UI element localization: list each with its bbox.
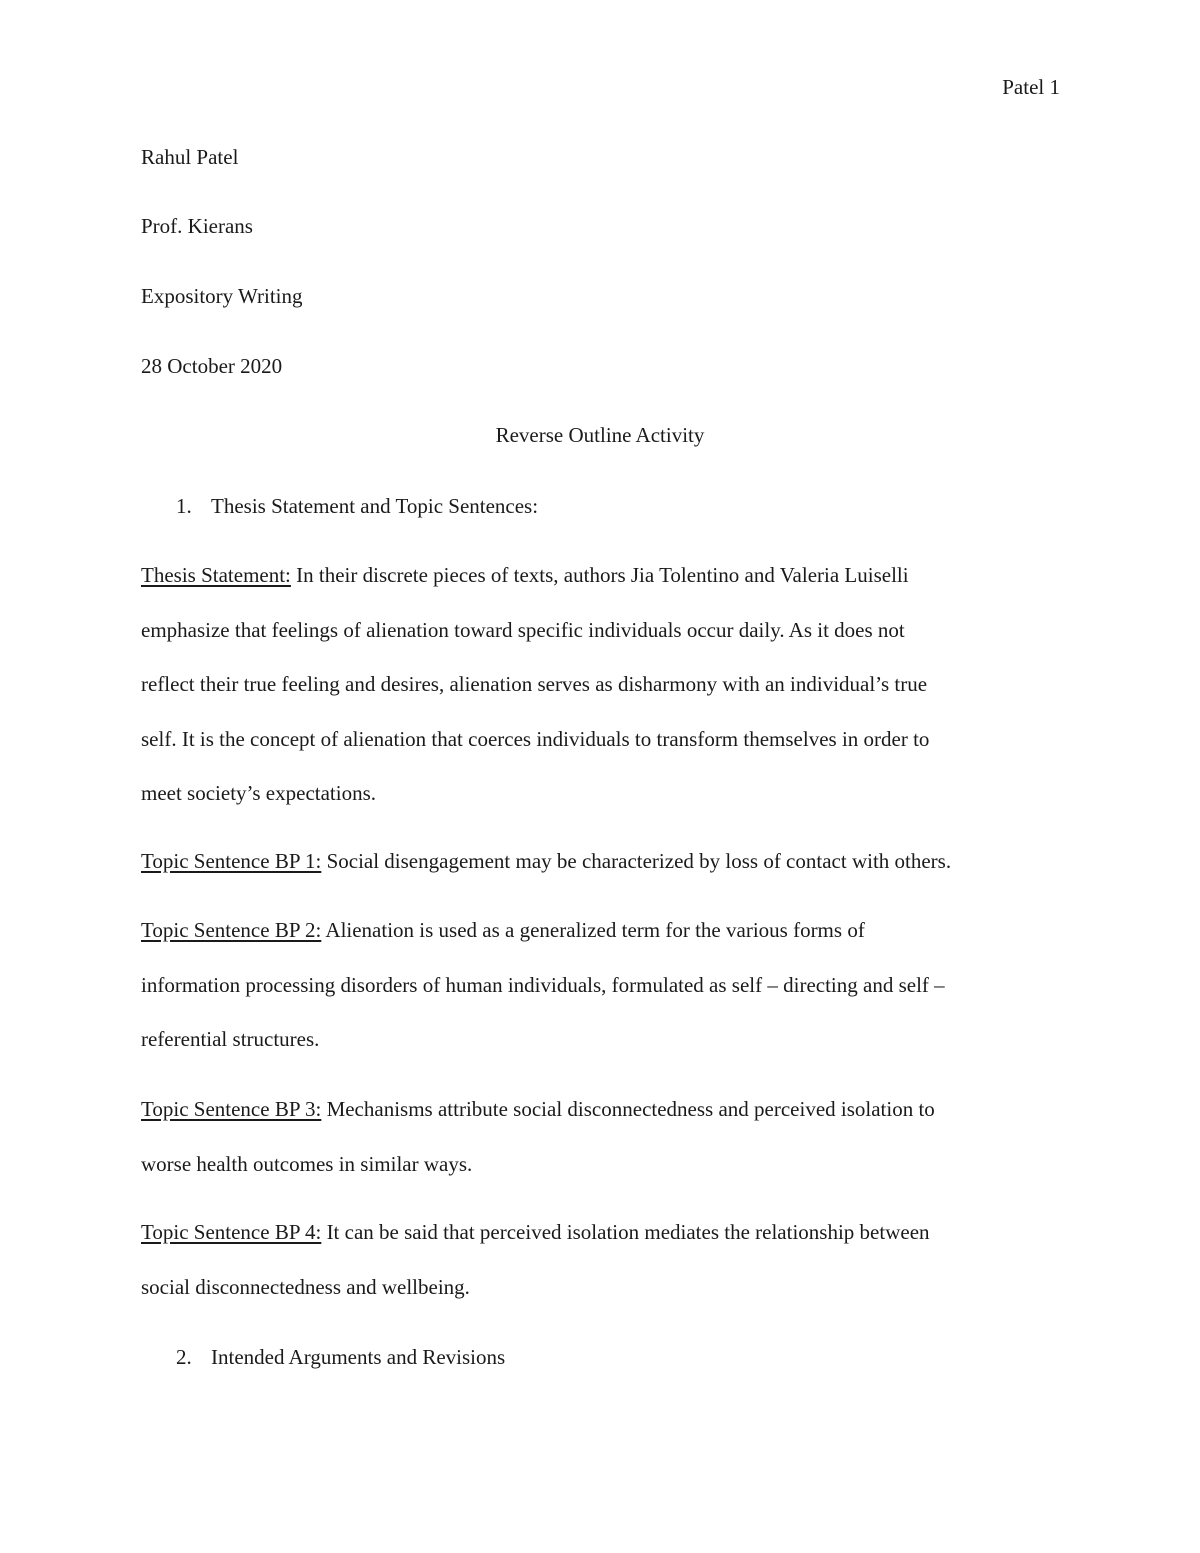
bp1-label: Topic Sentence BP 1:	[141, 849, 322, 873]
bp4-line-2: social disconnectedness and wellbeing.	[141, 1274, 470, 1299]
thesis-line-5: meet society’s expectations.	[141, 781, 377, 805]
bp4-label: Topic Sentence BP 4:	[141, 1220, 322, 1244]
topic-sentence-bp1	[141, 848, 1061, 903]
bp3-label: Topic Sentence BP 3:	[141, 1097, 322, 1121]
bp1-line-1	[141, 848, 1061, 903]
thesis-line-4: self. It is the concept of alienation that coerces individuals to transform themselves in order to	[141, 726, 930, 751]
topic-sentence-bp3	[141, 1096, 1061, 1205]
thesis-line-2: emphasize that feelings of alienation toward specific individuals occur daily. As it does not	[141, 617, 905, 642]
bp2-line-2: information processing disorders of human individuals, formulated as self – directing and self –	[141, 972, 945, 997]
bp4-line-1	[141, 1219, 1061, 1274]
bp2-label: Topic Sentence BP 2:	[141, 918, 322, 942]
bp2-text: Alienation is used as a generalized term for the various forms of	[321, 918, 865, 942]
bp2-line-1	[141, 917, 1061, 972]
course-name: Expository Writing	[141, 284, 303, 308]
document-title: Reverse Outline Activity	[495, 423, 705, 447]
topic-sentence-bp4	[141, 1219, 1061, 1328]
bp1-text: Social disengagement may be characterized by loss of contact with others.	[321, 849, 952, 873]
thesis-line-3: reflect their true feeling and desires, alienation serves as disharmony with an individual’s true	[141, 672, 928, 696]
bp3-line-1	[141, 1096, 1061, 1151]
professor-name: Prof. Kierans	[141, 214, 253, 238]
section-2-label: Intended Arguments and Revisions	[211, 1345, 506, 1369]
bp3-text: Mechanisms attribute social disconnectedness and perceived isolation to	[321, 1097, 935, 1121]
thesis-line-1	[141, 562, 1061, 617]
date: 28 October 2020	[141, 354, 283, 378]
section-1-label: Thesis Statement and Topic Sentences:	[211, 494, 539, 518]
thesis-text: In their discrete pieces of texts, authors Jia Tolentino and Valeria Luiselli	[290, 563, 909, 587]
bp4-text: It can be said that perceived isolation mediates the relationship between	[321, 1220, 930, 1244]
bp2-line-3: referential structures.	[141, 1027, 320, 1051]
student-name: Rahul Patel	[141, 145, 239, 169]
thesis-paragraph	[141, 562, 1061, 835]
section-1-number: 1.	[176, 494, 192, 518]
thesis-label: Thesis Statement:	[141, 563, 291, 587]
running-head: Patel 1	[1002, 75, 1060, 99]
topic-sentence-bp2	[141, 917, 1061, 1081]
section-2-number: 2.	[176, 1345, 192, 1369]
bp3-line-2: worse health outcomes in similar ways.	[141, 1151, 473, 1176]
